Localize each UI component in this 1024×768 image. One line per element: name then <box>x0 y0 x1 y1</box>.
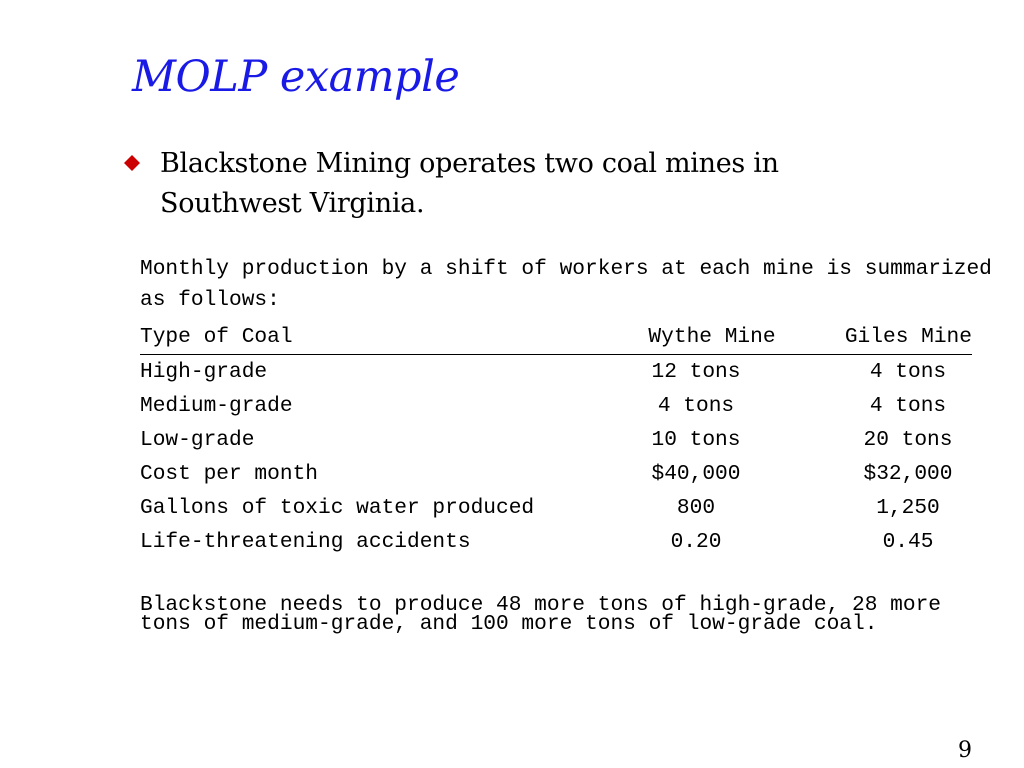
table-row <box>140 525 972 559</box>
table-row <box>140 389 972 423</box>
row-label: High-grade <box>140 360 268 384</box>
table-row <box>140 491 972 525</box>
header-wythe-mine: Wythe Mine <box>608 320 816 355</box>
giles-value: 0.45 <box>882 530 934 554</box>
bullet-text: Blackstone Mining operates two coal mines in Southwest Virginia. <box>160 148 779 219</box>
closing-text: Blackstone needs to produce 48 more tons of high-grade, 28 more tons of medium-grade, and 100 more tons of low-grade coal. <box>140 593 942 636</box>
row-label: Medium-grade <box>140 394 293 418</box>
table-row <box>140 457 972 491</box>
wythe-value: 4 tons <box>657 394 735 418</box>
page-number: 9 <box>958 738 972 763</box>
giles-value: $32,000 <box>863 462 953 486</box>
intro-text: Monthly production by a shift of workers at each mine is summarized as follows: <box>140 257 1005 312</box>
wythe-value: 12 tons <box>651 360 741 384</box>
giles-value: 20 tons <box>863 428 953 452</box>
wythe-value: 10 tons <box>651 428 741 452</box>
table-row <box>140 423 972 457</box>
row-label: Cost per month <box>140 462 319 486</box>
wythe-value: 800 <box>676 496 716 520</box>
header-type-of-coal: Type of Coal <box>140 320 608 355</box>
diamond-bullet-icon <box>124 155 140 171</box>
production-table <box>140 320 972 559</box>
row-label: Low-grade <box>140 428 255 452</box>
table-row <box>140 355 972 390</box>
row-label: Life-threatening accidents <box>140 530 471 554</box>
giles-value: 4 tons <box>869 360 947 384</box>
row-label: Gallons of toxic water produced <box>140 496 535 520</box>
table-header-row <box>140 320 972 355</box>
slide-title: MOLP example <box>132 52 460 102</box>
header-giles-mine: Giles Mine <box>816 320 972 355</box>
wythe-value: 0.20 <box>670 530 722 554</box>
giles-value: 4 tons <box>869 394 947 418</box>
wythe-value: $40,000 <box>651 462 741 486</box>
giles-value: 1,250 <box>876 496 940 520</box>
